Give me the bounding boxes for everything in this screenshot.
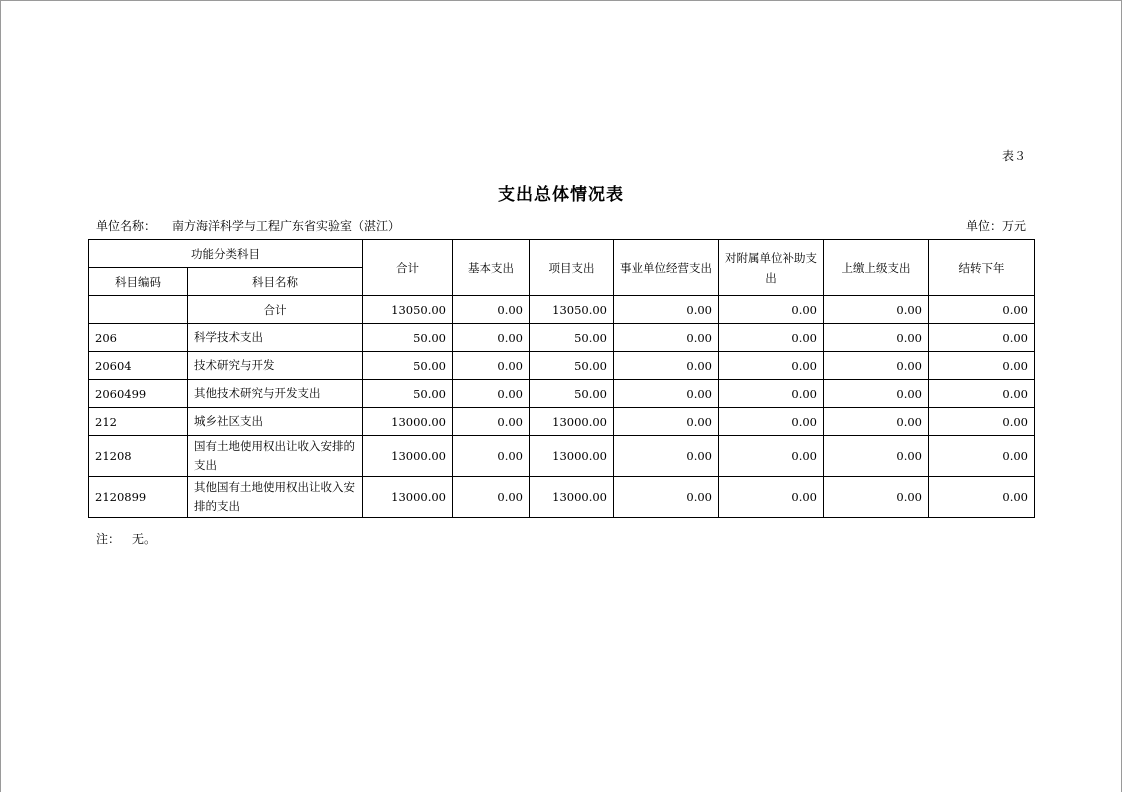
footnote-label: 注： bbox=[96, 532, 121, 546]
header-total: 合计 bbox=[363, 240, 453, 296]
row-business: 0.00 bbox=[614, 324, 719, 352]
row-subsidy: 0.00 bbox=[719, 477, 824, 518]
row-upper: 0.00 bbox=[824, 352, 929, 380]
row-name: 技术研究与开发 bbox=[188, 352, 363, 380]
row-project: 50.00 bbox=[530, 380, 614, 408]
footnote-value: 无。 bbox=[132, 532, 157, 546]
header-upper: 上缴上级支出 bbox=[824, 240, 929, 296]
row-upper: 0.00 bbox=[824, 436, 929, 477]
row-carry: 0.00 bbox=[929, 477, 1035, 518]
row-subsidy: 0.00 bbox=[719, 352, 824, 380]
unit-name-value: 南方海洋科学与工程广东省实验室（湛江） bbox=[172, 219, 401, 233]
row-project: 50.00 bbox=[530, 324, 614, 352]
row-carry: 0.00 bbox=[929, 296, 1035, 324]
row-project: 13000.00 bbox=[530, 436, 614, 477]
row-total: 13050.00 bbox=[363, 296, 453, 324]
header-function-category: 功能分类科目 bbox=[89, 240, 363, 268]
row-carry: 0.00 bbox=[929, 408, 1035, 436]
row-name: 科学技术支出 bbox=[188, 324, 363, 352]
row-carry: 0.00 bbox=[929, 324, 1035, 352]
row-total: 50.00 bbox=[363, 380, 453, 408]
unit-name bbox=[96, 217, 400, 234]
row-upper: 0.00 bbox=[824, 477, 929, 518]
unit-info-row bbox=[96, 217, 1026, 234]
row-basic: 0.00 bbox=[453, 477, 530, 518]
row-business: 0.00 bbox=[614, 296, 719, 324]
row-upper: 0.00 bbox=[824, 324, 929, 352]
row-upper: 0.00 bbox=[824, 296, 929, 324]
row-code: 20604 bbox=[89, 352, 188, 380]
row-upper: 0.00 bbox=[824, 380, 929, 408]
row-subsidy: 0.00 bbox=[719, 380, 824, 408]
row-subsidy: 0.00 bbox=[719, 296, 824, 324]
row-code: 21208 bbox=[89, 436, 188, 477]
row-basic: 0.00 bbox=[453, 324, 530, 352]
unit-of-measure: 单位：万元 bbox=[965, 219, 1026, 233]
row-carry: 0.00 bbox=[929, 380, 1035, 408]
row-name: 国有土地使用权出让收入安排的支出 bbox=[188, 436, 363, 477]
row-project: 50.00 bbox=[530, 352, 614, 380]
table-row bbox=[89, 408, 1035, 436]
header-carry: 结转下年 bbox=[929, 240, 1035, 296]
row-total: 50.00 bbox=[363, 352, 453, 380]
row-code bbox=[89, 296, 188, 324]
row-basic: 0.00 bbox=[453, 380, 530, 408]
header-subsidy: 对附属单位补助支出 bbox=[719, 240, 824, 296]
row-project: 13050.00 bbox=[530, 296, 614, 324]
expenditure-table bbox=[88, 239, 1035, 518]
row-basic: 0.00 bbox=[453, 296, 530, 324]
row-project: 13000.00 bbox=[530, 477, 614, 518]
row-basic: 0.00 bbox=[453, 408, 530, 436]
table-number: 表３ bbox=[1001, 149, 1026, 163]
header-business: 事业单位经营支出 bbox=[614, 240, 719, 296]
row-name: 其他技术研究与开发支出 bbox=[188, 380, 363, 408]
row-name: 合计 bbox=[188, 296, 363, 324]
row-upper: 0.00 bbox=[824, 408, 929, 436]
header-basic: 基本支出 bbox=[453, 240, 530, 296]
footnote bbox=[96, 530, 156, 547]
row-name: 其他国有土地使用权出让收入安排的支出 bbox=[188, 477, 363, 518]
row-basic: 0.00 bbox=[453, 352, 530, 380]
table-row bbox=[89, 324, 1035, 352]
row-carry: 0.00 bbox=[929, 352, 1035, 380]
row-subsidy: 0.00 bbox=[719, 436, 824, 477]
row-total: 50.00 bbox=[363, 324, 453, 352]
row-carry: 0.00 bbox=[929, 436, 1035, 477]
row-business: 0.00 bbox=[614, 436, 719, 477]
row-business: 0.00 bbox=[614, 408, 719, 436]
table-row bbox=[89, 296, 1035, 324]
row-code: 206 bbox=[89, 324, 188, 352]
table-row bbox=[89, 380, 1035, 408]
row-business: 0.00 bbox=[614, 477, 719, 518]
row-name: 城乡社区支出 bbox=[188, 408, 363, 436]
row-business: 0.00 bbox=[614, 380, 719, 408]
row-total: 13000.00 bbox=[363, 436, 453, 477]
row-total: 13000.00 bbox=[363, 408, 453, 436]
header-code: 科目编码 bbox=[89, 268, 188, 296]
page-title: 支出总体情况表 bbox=[498, 185, 624, 205]
unit-name-label: 单位名称： bbox=[96, 219, 157, 233]
table-row bbox=[89, 436, 1035, 477]
header-project: 项目支出 bbox=[530, 240, 614, 296]
row-total: 13000.00 bbox=[363, 477, 453, 518]
row-project: 13000.00 bbox=[530, 408, 614, 436]
row-code: 2120899 bbox=[89, 477, 188, 518]
row-business: 0.00 bbox=[614, 352, 719, 380]
table-row bbox=[89, 352, 1035, 380]
row-code: 212 bbox=[89, 408, 188, 436]
row-subsidy: 0.00 bbox=[719, 324, 824, 352]
row-subsidy: 0.00 bbox=[719, 408, 824, 436]
table-row bbox=[89, 477, 1035, 518]
row-code: 2060499 bbox=[89, 380, 188, 408]
row-basic: 0.00 bbox=[453, 436, 530, 477]
header-name: 科目名称 bbox=[188, 268, 363, 296]
